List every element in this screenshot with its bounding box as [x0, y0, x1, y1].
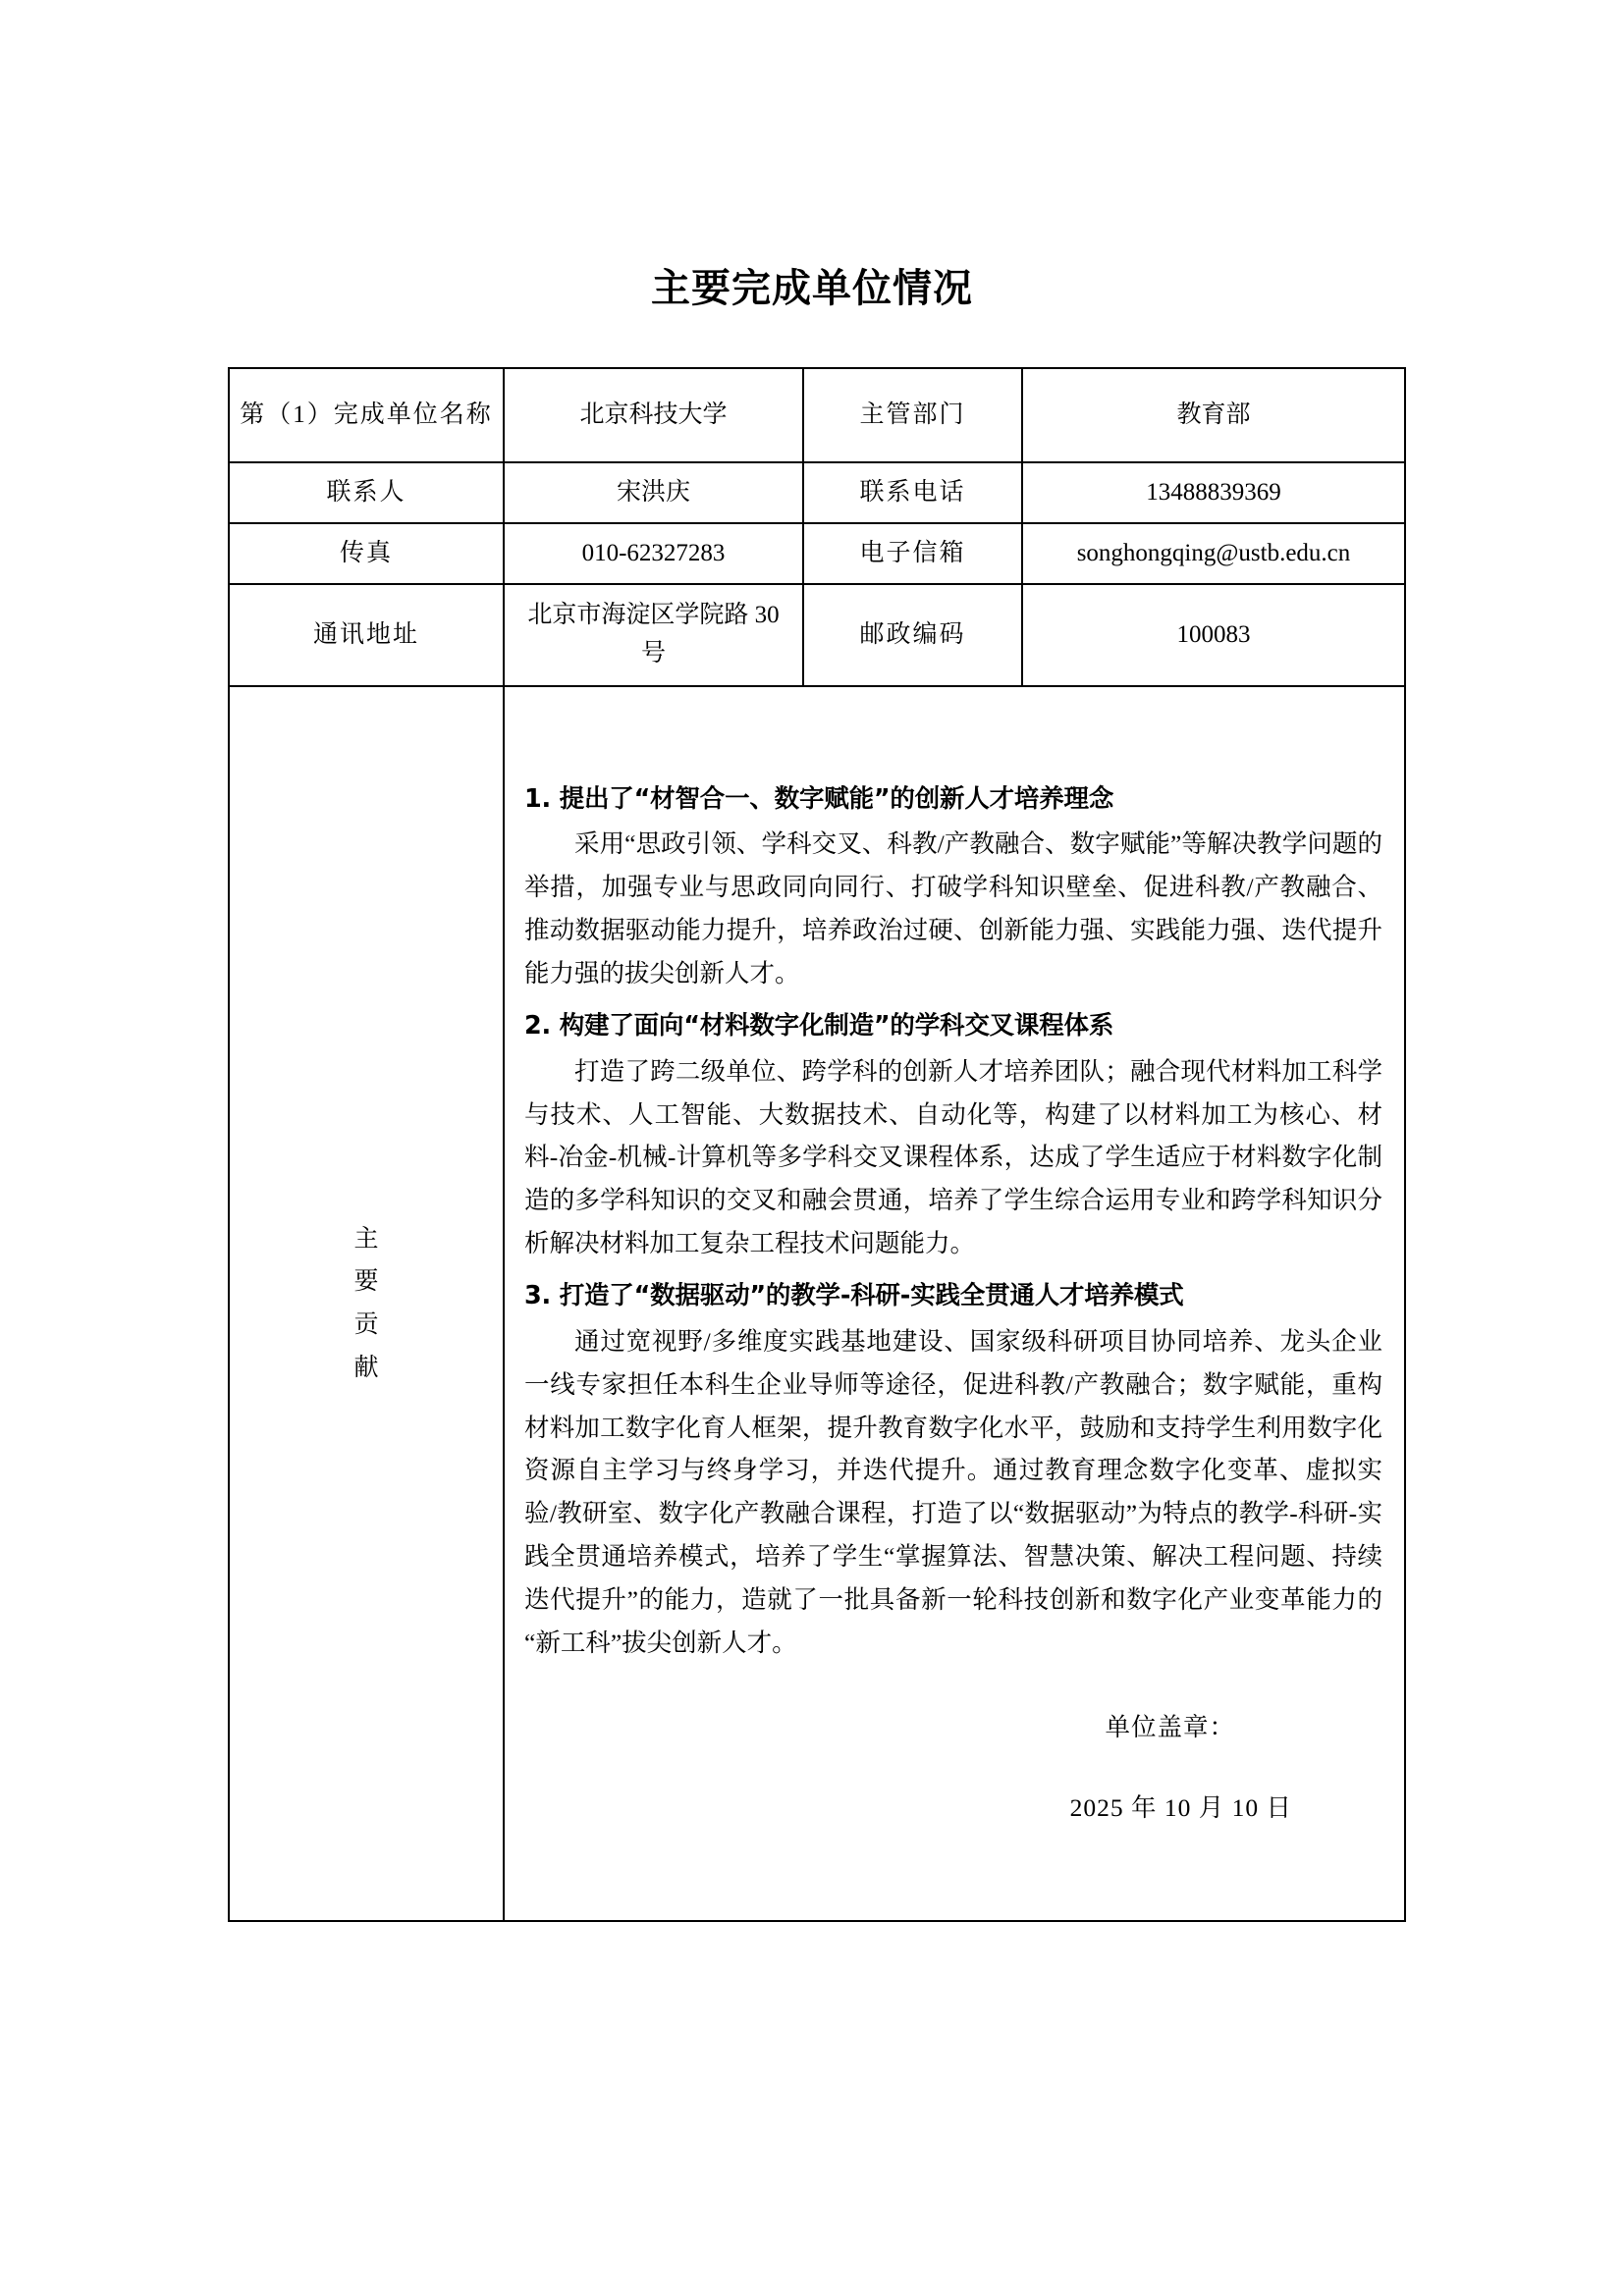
address-value: 北京市海淀区学院路 30 号: [504, 584, 803, 686]
fax-label: 传真: [229, 523, 504, 584]
contribution-label-char: 贡: [353, 1311, 379, 1338]
contribution-row-label: [229, 686, 504, 1921]
contribution-heading-1: 1. 提出了“材智合一、数字赋能”的创新人才培养理念: [524, 783, 1114, 814]
table-row: [229, 462, 1405, 523]
supervising-dept-label: 主管部门: [803, 368, 1022, 462]
unit-name-value: 北京科技大学: [504, 368, 803, 462]
postcode-value: 100083: [1022, 584, 1405, 686]
contribution-label-char: 主: [353, 1225, 379, 1253]
seal-label: 单位盖章：: [1105, 1712, 1235, 1741]
email-value: songhongqing@ustb.edu.cn: [1022, 523, 1405, 584]
contribution-paragraph-2: 打造了跨二级单位、跨学科的创新人才培养团队；融合现代材料加工科学与技术、人工智能、大数据技术、自动化等，构建了以材料加工为核心、材料-冶金-机械-计算机等多学科交叉课程体系，达成了学生适应于材料数字化制造的多学科知识的交叉和融会贯通，培养了学生综合运用专业和跨学科知识分析解决材料加工复杂工程技术问题能力。: [524, 1056, 1382, 1258]
table-row: [229, 368, 1405, 462]
unit-info-table: [228, 367, 1406, 1922]
contact-person-label: 联系人: [229, 462, 504, 523]
contact-phone-label: 联系电话: [803, 462, 1022, 523]
supervising-dept-value: 教育部: [1022, 368, 1405, 462]
contribution-block: [524, 1005, 1382, 1265]
contact-person-value: 宋洪庆: [504, 462, 803, 523]
postcode-label: 邮政编码: [803, 584, 1022, 686]
contribution-label-vertical: [353, 1218, 378, 1390]
table-row-contribution: [229, 686, 1405, 1921]
fax-value: 010-62327283: [504, 523, 803, 584]
contribution-paragraph-3: 通过宽视野/多维度实践基地建设、国家级科研项目协同培养、龙头企业一线专家担任本科生企业导师等途径，促进科教/产教融合；数字赋能，重构材料加工数字化育人框架，提升教育数字化水平，鼓励和支持学生利用数字化资源自主学习与终身学习，并迭代提升。通过教育理念数字化变革、虚拟实验/教研室、数字化产教融合课程，打造了以“数据驱动”为特点的教学-科研-实践全贯通培养模式，培养了学生“掌握算法、智慧决策、解决工程问题、持续迭代提升”的能力，造就了一批具备新一轮科技创新和数字化产业变革能力的“新工科”拔尖创新人才。: [524, 1326, 1382, 1657]
table-row: [229, 523, 1405, 584]
contribution-body: [524, 778, 1382, 1830]
signature-date: 2025 年 10 月 10 日: [1069, 1792, 1292, 1822]
contribution-content-cell: [504, 686, 1405, 1921]
contribution-block: [524, 778, 1382, 995]
email-label: 电子信箱: [803, 523, 1022, 584]
table-row: [229, 584, 1405, 686]
contribution-label-char: 要: [353, 1268, 379, 1296]
contribution-paragraph-1: 采用“思政引领、学科交叉、科教/产教融合、数字赋能”等解决教学问题的举措，加强专业与思政同向同行、打破学科知识壁垒、促进科教/产教融合、推动数据驱动能力提升，培养政治过硬、创新能力强、实践能力强、迭代提升能力强的拔尖创新人才。: [524, 829, 1382, 988]
contribution-block: [524, 1275, 1382, 1665]
page-title: 主要完成单位情况: [651, 266, 973, 311]
contribution-heading-2: 2. 构建了面向“材料数字化制造”的学科交叉课程体系: [524, 1010, 1114, 1041]
address-label: 通讯地址: [229, 584, 504, 686]
contact-phone-value: 13488839369: [1022, 462, 1405, 523]
contribution-label-char: 献: [353, 1354, 379, 1381]
contribution-heading-3: 3. 打造了“数据驱动”的教学-科研-实践全贯通人才培养模式: [524, 1281, 1184, 1310]
unit-name-label: 第（1）完成单位名称: [229, 368, 504, 462]
